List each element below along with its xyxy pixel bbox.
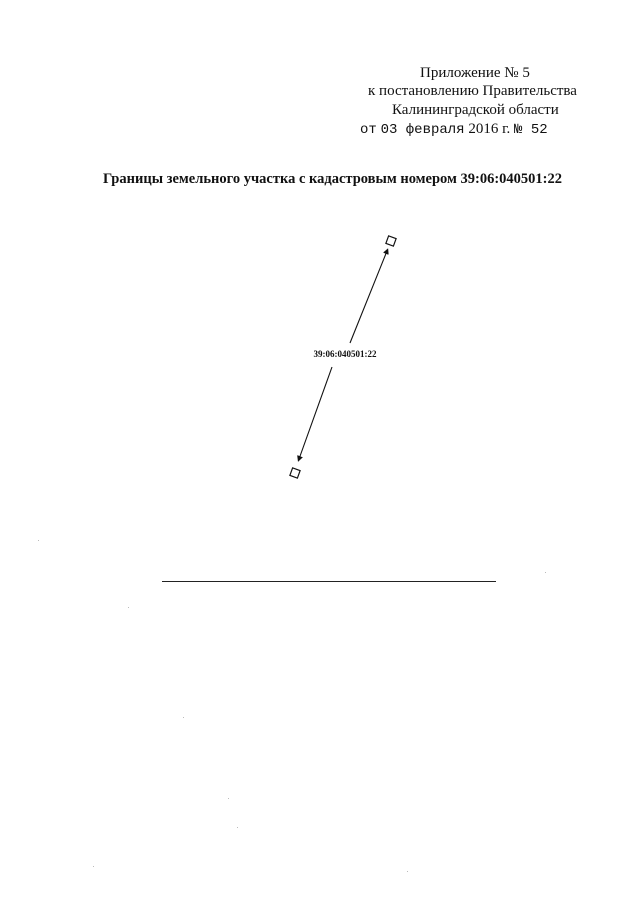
date-prefix: от (360, 122, 377, 138)
date-day-month: 03 февраля (380, 122, 465, 138)
horizontal-separator-line (162, 581, 496, 582)
boundary-line-upper (350, 251, 387, 343)
boundary-point-bottom-icon (290, 468, 300, 478)
scan-speck (237, 827, 238, 828)
appendix-region: Калининградской области (392, 102, 559, 118)
appendix-number: Приложение № 5 (420, 65, 530, 81)
parcel-cadastral-label: 39:06:040501:22 (313, 349, 377, 359)
scan-speck (407, 871, 408, 872)
boundary-point-top-icon (386, 236, 396, 246)
appendix-resolution-ref: к постановлению Правительства (368, 83, 577, 99)
scan-speck (93, 866, 94, 867)
date-year: 2016 г. (468, 121, 511, 137)
page-title: Границы земельного участка с кадастровым номером 39:06:040501:22 (103, 171, 563, 187)
scan-speck (228, 798, 229, 799)
boundary-line-lower (299, 367, 332, 459)
scan-speck (545, 572, 546, 573)
scan-speck (38, 540, 39, 541)
scan-speck (183, 717, 184, 718)
document-number: № 52 (514, 122, 548, 138)
scan-speck (128, 607, 129, 608)
